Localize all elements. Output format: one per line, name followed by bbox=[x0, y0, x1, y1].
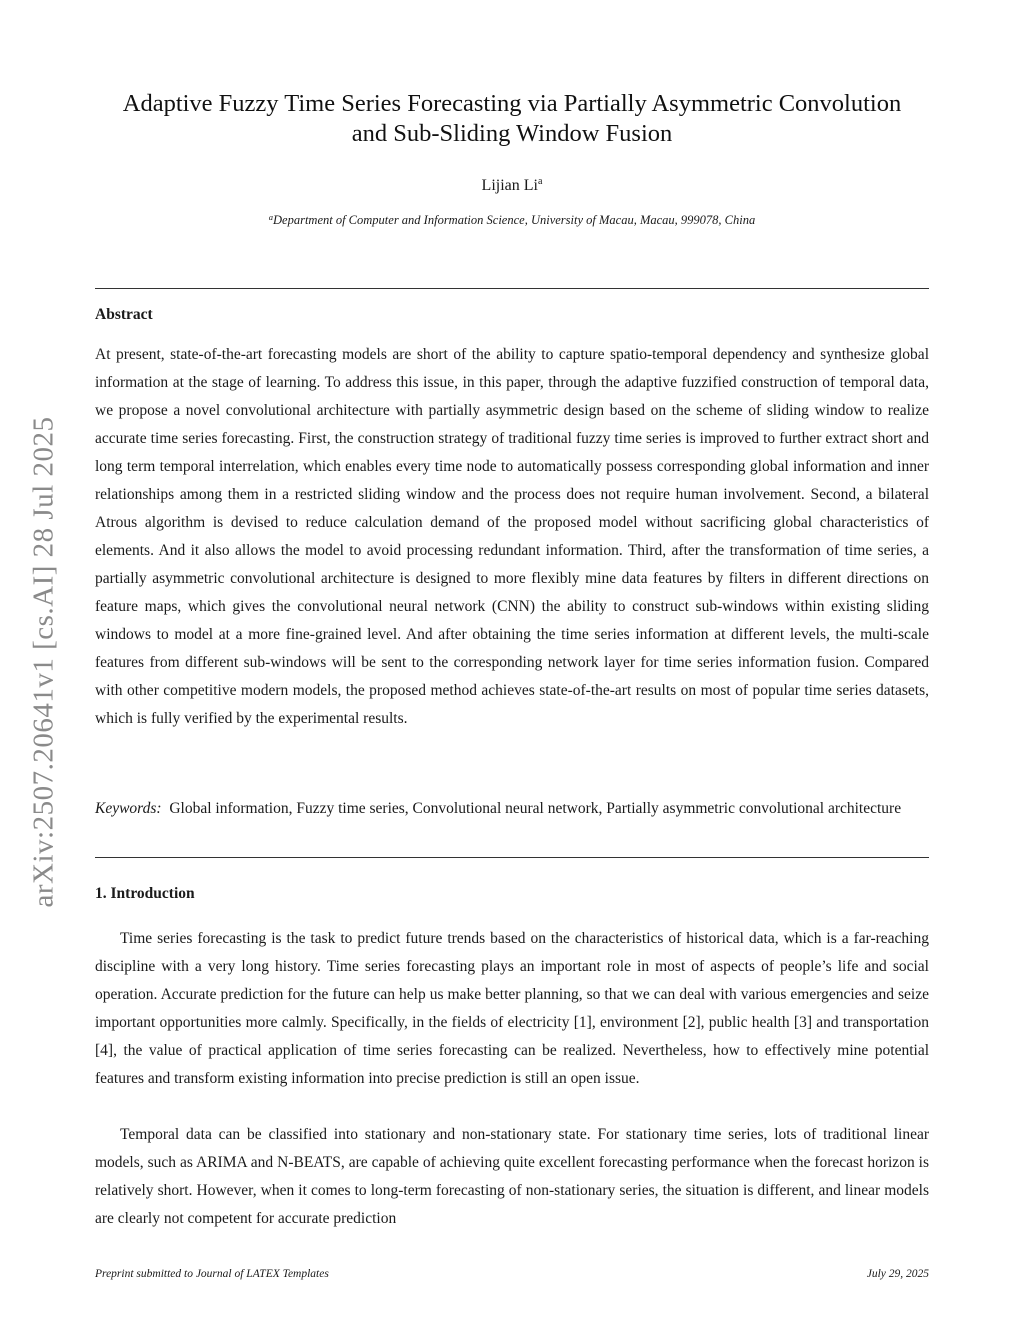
arxiv-identifier: arXiv:2507.20641v1 [cs.AI] 28 Jul 2025 bbox=[27, 416, 60, 908]
section-heading-introduction: 1. Introduction bbox=[95, 885, 195, 902]
keywords-label: Keywords: bbox=[95, 800, 162, 817]
abstract-bottom-rule bbox=[95, 857, 929, 858]
author-superscript: a bbox=[537, 176, 543, 187]
keywords bbox=[95, 795, 929, 823]
affiliation-text: Department of Computer and Information Science, University of Macau, Macau, 999078, China bbox=[273, 213, 756, 227]
author-name: Lijian Li bbox=[481, 177, 538, 194]
keywords-text: Global information, Fuzzy time series, Convolutional neural network, Partially asymmetric convolutional architecture bbox=[169, 800, 902, 817]
paper-title bbox=[95, 89, 929, 149]
title-line-2: and Sub-Sliding Window Fusion bbox=[351, 120, 673, 147]
arxiv-sidebar bbox=[0, 0, 80, 1325]
author bbox=[95, 176, 929, 195]
intro-paragraph-1: Time series forecasting is the task to predict future trends based on the characteristics of historical data, which is a far-reaching discipline with a very long history. Time series forecasting plays an important role in most of aspects of people’s life and social operation. Accurate prediction for the future can help us make better planning, so that we can deal with various emergencies and seize important opportunities more calmly. Specifically, in the fields of electricity [1], environment [2], public health [3] and transportation [4], the value of practical application of time series forecasting can be realized. Nevertheless, how to effectively mine potential features and transform existing information into precise prediction is still an open issue. bbox=[95, 930, 929, 1087]
footer-preprint-note: Preprint submitted to Journal of LATEX Templates bbox=[95, 1268, 329, 1280]
abstract-text: At present, state-of-the-art forecasting models are short of the ability to capture spatio-temporal dependency and synthesize global information at the stage of learning. To address this issue, in this paper, through the adaptive fuzzified construction of temporal data, we propose a novel convolutional architecture with partially asymmetric design based on the scheme of sliding window to realize accurate time series forecasting. First, the construction strategy of traditional fuzzy time series is improved to further extract short and long term temporal interrelation, which enables every time node to automatically possess corresponding global information and inner relationships among them in a restricted sliding window and the process does not require human involvement. Second, a bilateral Atrous algorithm is devised to reduce calculation demand of the proposed model without sacrificing global characteristics of elements. And it also allows the model to avoid processing redundant information. Third, after the transformation of time series, a partially asymmetric convolutional architecture is designed to more flexibly mine data features by filters in different directions on feature maps, which gives the convolutional neural network (CNN) the ability to construct sub-windows within existing sliding windows to model at a more fine-grained level. And after obtaining the time series information at different levels, the multi-scale features from different sub-windows will be sent to the corresponding network layer for time series information fusion. Compared with other competitive modern models, the proposed method achieves state-of-the-art results on most of popular time series datasets, which is fully verified by the experimental results. bbox=[95, 346, 929, 727]
title-line-1: Adaptive Fuzzy Time Series Forecasting via Partially Asymmetric Convolution bbox=[122, 90, 902, 117]
affiliation bbox=[95, 212, 929, 228]
footer-date: July 29, 2025 bbox=[866, 1268, 929, 1280]
abstract-heading: Abstract bbox=[95, 306, 153, 323]
intro-paragraph-2: Temporal data can be classified into stationary and non-stationary state. For stationary time series, lots of traditional linear models, such as ARIMA and N-BEATS, are capable of achieving quite excellent forecasting performance when the forecast horizon is relatively short. However, when it comes to long-term forecasting of non-stationary series, the situation is different, and linear models are clearly not competent for accurate prediction bbox=[95, 1126, 929, 1227]
abstract-top-rule bbox=[95, 288, 929, 289]
affiliation-superscript: a bbox=[268, 212, 273, 222]
